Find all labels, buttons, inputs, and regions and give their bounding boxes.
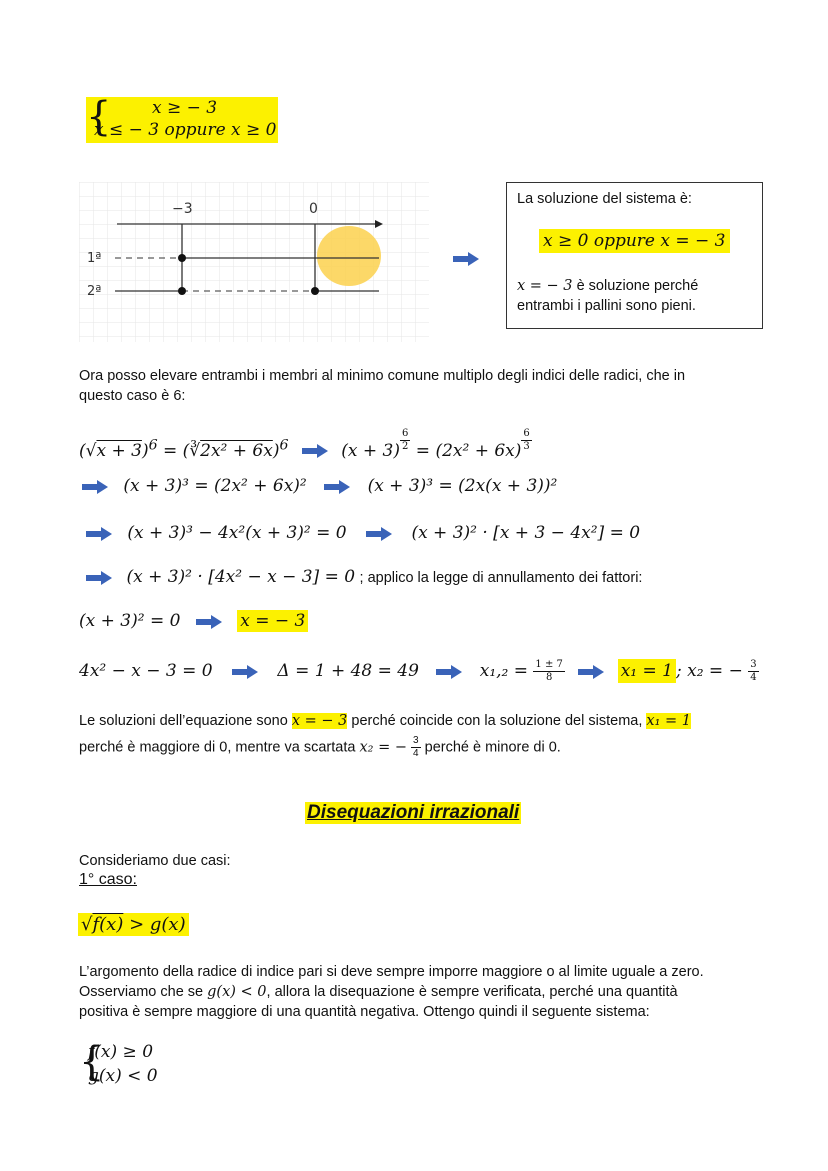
dot-row1	[178, 254, 186, 262]
sign-graph	[79, 182, 429, 342]
solution-box	[506, 182, 763, 329]
label-row1: 1ª	[87, 251, 102, 266]
label-zero: 0	[309, 201, 318, 217]
dot-row2-a	[178, 287, 186, 295]
solution-note-line-1	[517, 276, 698, 296]
para-line-3: positiva è sempre maggiore di una quantità negativa. Ottengo quindi il seguente sistema:	[79, 1004, 650, 1020]
step-5-left: (x + 3)² = 0	[79, 611, 181, 631]
system-1-line-1: x ≥ − 3	[152, 98, 218, 118]
conclusion-math-1: x = − 3	[291, 713, 348, 729]
system-2	[79, 1040, 199, 1090]
solution-title: La soluzione del sistema è:	[517, 191, 692, 207]
dot-row2-b	[311, 287, 319, 295]
step-3-right: (x + 3)² · [x + 3 − 4x²] = 0	[411, 523, 641, 543]
step-5-result: x = − 3	[237, 610, 308, 632]
section-title: Disequazioni irrazionali	[307, 802, 520, 823]
solution-formula: x ≥ 0 oppure x = − 3	[539, 229, 730, 253]
system-2-line-1: f(x) ≥ 0	[88, 1042, 154, 1062]
step-2	[82, 476, 557, 496]
arrow-icon	[82, 480, 108, 494]
step-6-fraction: $\frac{1 \pm 7}{8}$	[535, 659, 563, 683]
arrow-icon	[86, 571, 112, 585]
step-2-left: (x + 3)³ = (2x² + 6x)²	[123, 476, 307, 496]
conclusion-text-b: perché coincide con la soluzione del sistema,	[351, 713, 643, 729]
para-math: g(x) < 0	[207, 984, 267, 1000]
step-6-x2: ; x₂ = −	[675, 661, 743, 681]
step-3	[86, 523, 640, 543]
conclusion-text-a: Le soluzioni dell’equazione sono	[79, 713, 288, 729]
label-minus3: −3	[172, 201, 193, 217]
arrow-icon	[302, 444, 328, 458]
arrow-icon	[366, 527, 392, 541]
system-1	[86, 94, 278, 143]
conclusion-line-2	[79, 735, 561, 760]
step-6-delta: Δ = 1 + 48 = 49	[277, 661, 419, 681]
step-5	[79, 611, 308, 631]
arrow-icon	[324, 480, 350, 494]
label-row2: 2ª	[87, 284, 102, 299]
conclusion-math-3: x₂ = −	[359, 739, 407, 756]
conclusion-text-c: perché è maggiore di 0, mentre va scartata	[79, 739, 356, 756]
arrow-icon	[196, 615, 222, 629]
step-6-x12: x₁,₂ =	[479, 661, 529, 681]
system-1-line-2: x ≤ − 3 oppure x ≥ 0	[94, 120, 277, 140]
solution-note-line-2: entrambi i pallini sono pieni.	[517, 298, 696, 314]
step-4	[86, 567, 642, 588]
conclusion-line-1	[79, 711, 691, 731]
arrow-icon	[578, 665, 604, 679]
step-6-x1: x₁ = 1	[618, 659, 676, 683]
brace: {	[86, 94, 112, 140]
step-1-right: (x + 3) $\frac{6}{2}$ = (2x² + 6x) $\frac{6}{3}$	[341, 428, 530, 461]
para-text-b: , allora la disequazione è sempre verificata, perché una quantità	[266, 984, 678, 1000]
arrow-icon	[86, 527, 112, 541]
arrow-icon	[232, 665, 258, 679]
arrow-icon	[453, 252, 479, 266]
intro-line-1: Ora posso elevare entrambi i membri al minimo comune multiplo degli indici delle radici, che in	[79, 368, 686, 384]
brace: {	[79, 1039, 105, 1085]
conclusion-text-d: perché è minore di 0.	[424, 739, 561, 756]
case-1-label: 1° caso:	[79, 871, 137, 888]
system-2-line-2: g(x) < 0	[88, 1066, 158, 1086]
step-4-text: ; applico la legge di annullamento dei fattori:	[359, 570, 643, 586]
step-6-x2-fraction: $\frac{3}{4}$	[750, 659, 757, 683]
step-1-left: $(√x + 3)^6$ = (∛2x² + 6x)$^6$	[79, 437, 289, 461]
section-intro: Consideriamo due casi:	[79, 853, 231, 869]
para-line-2	[79, 982, 678, 1002]
conclusion-math-2: x₁ = 1	[646, 713, 691, 729]
step-4-math: (x + 3)² · [4x² − x − 3] = 0	[126, 567, 356, 587]
step-6-left: 4x² − x − 3 = 0	[79, 661, 213, 681]
arrow-icon	[436, 665, 462, 679]
step-3-left: (x + 3)³ − 4x²(x + 3)² = 0	[127, 523, 347, 543]
step-1	[79, 428, 532, 461]
conclusion-fraction: $\frac{3}{4}$	[413, 735, 419, 759]
intro-line-2: questo caso è 6:	[79, 388, 186, 404]
solution-note-math: x = − 3	[517, 278, 573, 294]
highlight-blob	[317, 226, 381, 286]
step-2-right: (x + 3)³ = (2x(x + 3))²	[367, 476, 558, 496]
solution-note-text: è soluzione perché	[576, 278, 699, 294]
step-6	[79, 659, 759, 684]
para-line-1: L’argomento della radice di indice pari si deve sempre imporre maggiore o al limite uguale a zero.	[79, 964, 704, 980]
inequality: √f(x) > g(x)	[78, 913, 189, 936]
para-text-a: Osserviamo che se	[79, 984, 204, 1000]
